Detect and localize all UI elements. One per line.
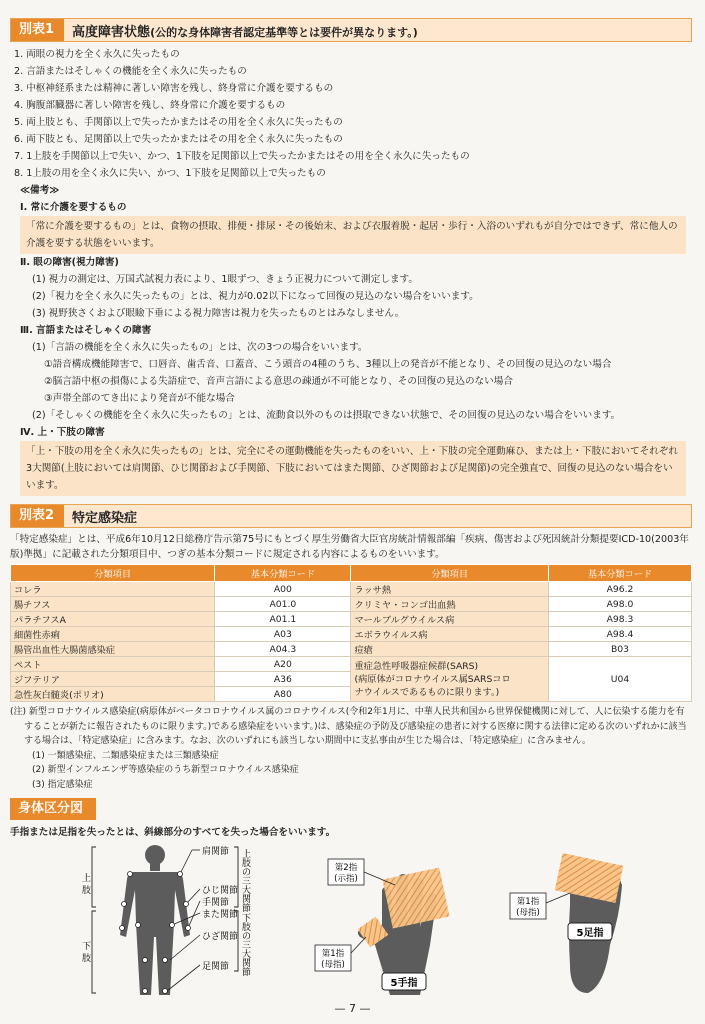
table-cell: 細菌性赤痢 (11, 627, 215, 642)
remarks-s1-text: 「常に介護を要するもの」とは、食物の摂取、排便・排尿・その後始末、および衣服着脱・起居・歩行・入浴のいずれもが自分ではできず、常に他人の介護を要する状態をいいます。 (20, 216, 686, 254)
vertical-char: 三 (242, 941, 252, 951)
table-row (11, 657, 692, 672)
appendix2-tag: 別表2 (11, 505, 64, 527)
table-cell: A01.1 (215, 612, 351, 627)
finger1-label-2: (母指) (321, 960, 345, 970)
table-row (11, 612, 692, 627)
page (10, 18, 692, 995)
list-item: 8. 1上肢の用を全く永久に失い、かつ、1下肢を足関節以上で失ったもの (14, 168, 326, 179)
sars-line: 重症急性呼吸器症候群(SARS) (354, 660, 479, 672)
human-body-figure (120, 845, 190, 995)
table-cell: A00 (215, 582, 351, 597)
table-cell: A36 (215, 672, 351, 687)
remarks-s3-case: ③声帯全部のてき出により発音が不能な場合 (44, 393, 235, 404)
table-cell-sars (351, 657, 548, 702)
table-cell: A98.0 (548, 597, 691, 612)
list-item: 5. 両上肢とも、手関節以上で失ったかまたはその用を全く永久に失ったもの (14, 117, 343, 128)
table-header: 分類項目 (351, 565, 548, 582)
list-item: 2. 言語またはそしゃくの機能を全く永久に失ったもの (14, 66, 247, 77)
table-cell: B03 (548, 642, 691, 657)
label-elbow: ひじ関節 (202, 886, 239, 896)
appendix1-list (10, 46, 692, 182)
table-cell: ペスト (11, 657, 215, 672)
remarks-s4-title: Ⅳ. 上・下肢の障害 (20, 427, 105, 438)
remarks-s1-title: Ⅰ. 常に介護を要するもの (20, 202, 127, 213)
table-cell: 痘瘡 (351, 642, 548, 657)
body-chart-header (10, 798, 96, 820)
remarks-s3-case: ②脳言語中枢の損傷による失語症で、音声言語による意思の疎通が不可能となり、その回復の見込のない場合 (44, 376, 513, 387)
vertical-char: 関 (242, 959, 252, 969)
foot-badge: 5足指 (576, 928, 604, 939)
table-cell: A96.2 (548, 582, 691, 597)
label-upper-limb-1: 上 (82, 874, 92, 884)
vertical-char: 下 (242, 914, 252, 924)
vertical-char: 大 (242, 950, 252, 960)
remarks-s2-title: Ⅱ. 眼の障害(視力障害) (20, 257, 119, 268)
body-chart (10, 845, 692, 995)
lower-three-text (242, 913, 251, 978)
vertical-char: 上 (242, 850, 252, 860)
table-row (11, 642, 692, 657)
hand-badge: 5手指 (390, 978, 418, 989)
finger1-label-1: 第1指 (321, 949, 345, 959)
table-header: 基本分類コード (215, 565, 351, 582)
label-lower-limb-1: 下 (82, 942, 92, 952)
finger2-label-2: (示指) (334, 874, 358, 884)
note-item: (1) 一類感染症、二類感染症または三類感染症 (32, 750, 219, 761)
list-item: 6. 両下肢とも、足関節以上で失ったかまたはその用を全く永久に失ったもの (14, 134, 343, 145)
remarks-label: ≪備考≫ (20, 185, 60, 196)
infection-code-table (10, 564, 692, 702)
table-row (11, 597, 692, 612)
upper-three-text (242, 848, 251, 914)
appendix1-tag: 別表1 (11, 19, 64, 41)
vertical-char: 関 (242, 895, 252, 905)
table-header: 基本分類コード (548, 565, 691, 582)
table-cell: エボラウイルス病 (351, 627, 548, 642)
body-chart-caption: 手指または足指を失ったとは、斜線部分のすべてを失った場合をいいます。 (10, 827, 336, 838)
vertical-char: 大 (242, 886, 252, 896)
table-cell: A03 (215, 627, 351, 642)
remarks-s3-item2: (2)「そしゃくの機能を全く永久に失ったもの」とは、流動食以外のものは摂取できない状態で、その回復の見込のない場合をいいます。 (32, 410, 621, 421)
sars-line: ナウイルスであるものに限ります。) (354, 686, 500, 698)
table-cell: パラチフスA (11, 612, 215, 627)
table-cell: ジフテリア (11, 672, 215, 687)
table-row (11, 582, 692, 597)
table-cell: U04 (548, 657, 691, 702)
remarks-s4-text: 「上・下肢の用を全く永久に失ったもの」とは、完全にその運動機能を失ったものをいい、上・下肢の完全運動麻ひ、または上・下肢においてそれぞれ3大関節(上肢においては肩関節、ひじ関節および手関節、下肢においてはまた関節、ひざ関節および足関節)の完全強直で、回復の見込のない場合をいいます。 (20, 441, 686, 496)
table-cell: ラッサ熱 (351, 582, 548, 597)
vertical-char: 肢 (242, 923, 252, 933)
vertical-char: 肢 (242, 859, 252, 869)
finger1-leader (351, 937, 366, 953)
label-hip: また関節 (202, 910, 239, 920)
table-cell: A04.3 (215, 642, 351, 657)
table-cell: 急性灰白髄炎(ポリオ) (11, 687, 215, 702)
appendix2-intro: 「特定感染症」とは、平成6年10月12日総務庁告示第75号にもとづく厚生労働省大臣官房統計情報部編「疾病、傷害および死因統計分類提要ICD-10(2003年版)準拠」に記載された分類項目中、つぎの基本分類コードに規定される内容によるものをいいます。 (10, 534, 689, 560)
remarks-s2-item: (1) 視力の測定は、万国式試視力表により、1眼ずつ、きょう正視力について測定します。 (32, 274, 418, 285)
table-header-row (11, 565, 692, 582)
appendix1-title-note: (公的な身体障害者認定基準等とは要件が異なります。) (150, 25, 418, 39)
appendix1-title: 高度障害状態(公的な身体障害者認定基準等とは要件が異なります。) (72, 24, 418, 40)
label-shoulder: 肩関節 (202, 847, 230, 857)
toe1-label-2: (母指) (516, 908, 540, 918)
finger2-label-1: 第2指 (334, 863, 358, 873)
remarks-s3-intro: (1)「言語の機能を全く永久に失ったもの」とは、次の3つの場合をいいます。 (32, 342, 368, 353)
body-chart-tag: 身体区分図 (10, 798, 91, 820)
table-cell: A01.0 (215, 597, 351, 612)
body-chart-figure (10, 845, 692, 995)
table-cell: A98.4 (548, 627, 691, 642)
table-cell: 腸チフス (11, 597, 215, 612)
remarks-s2-item: (3) 視野狭さくおよび眼瞼下垂による視力障害は視力を失ったものとはみなしません。 (32, 308, 405, 319)
appendix2-header (10, 504, 692, 528)
sars-line: (病原体がコロナウイルス属SARSコロ (354, 673, 511, 685)
table-cell: A80 (215, 687, 351, 702)
label-knee: ひざ関節 (202, 932, 239, 942)
table-cell: 腸管出血性大腸菌感染症 (11, 642, 215, 657)
toe1-label-1: 第1指 (516, 897, 540, 907)
remarks-s2-item: (2)「視力を全く永久に失ったもの」とは、視力が0.02以下になって回復の見込のない場合をいいます。 (32, 291, 479, 302)
vertical-char: 節 (242, 904, 252, 914)
table-cell: コレラ (11, 582, 215, 597)
vertical-char: 節 (242, 968, 252, 978)
page-number: — 7 — (334, 1002, 371, 1015)
note-item: (2) 新型インフルエンザ等感染症のうち新型コロナウイルス感染症 (32, 765, 299, 775)
table-cell: マールブルグウイルス病 (351, 612, 548, 627)
label-upper-limb-2: 肢 (82, 886, 92, 896)
vertical-char: の (242, 868, 252, 878)
appendix2-note: (注) 新型コロナウイルス感染症(病原体がベータコロナウイルス属のコロナウイルス(令和2年1月に、中華人民共和国から世界保健機関に対して、人に伝染する能力を有することが新たに報告されたものに限ります。)である感染症をいいます。)は、感染症の予防及び感染症の患者に対する医療に関する法律に定める次のいずれかに該当する場合は、「特定感染症」に含みます。なお、次のいずれにも該当しない期間中に支払事由が生じた場合は、「特定感染症」に含みません。 (10, 707, 687, 746)
note-item: (3) 指定感染症 (32, 779, 93, 790)
list-item: 1. 両眼の視力を全く永久に失ったもの (14, 49, 180, 60)
vertical-char: の (242, 932, 252, 942)
list-item: 4. 胸腹部臓器に著しい障害を残し、終身常に介護を要するもの (14, 100, 286, 111)
table-cell: A20 (215, 657, 351, 672)
label-wrist: 手関節 (202, 898, 230, 908)
table-cell: A98.3 (548, 612, 691, 627)
label-lower-limb-2: 肢 (82, 954, 92, 964)
table-header: 分類項目 (11, 565, 215, 582)
table-row (11, 627, 692, 642)
toe1-leader (546, 893, 570, 903)
label-ankle: 足関節 (202, 962, 230, 972)
table-cell: クリミヤ・コンゴ出血熱 (351, 597, 548, 612)
list-item: 7. 1上肢を手関節以上で失い、かつ、1下肢を足関節以上で失ったかまたはその用を全く永久に失ったもの (14, 151, 470, 162)
appendix2-title: 特定感染症 (72, 510, 138, 526)
remarks-s3-case: ①語音構成機能障害で、口唇音、歯舌音、口蓋音、こう頭音の4種のうち、3種以上の発音が不能となり、その回復の見込のない場合 (44, 359, 612, 370)
list-item: 3. 中枢神経系または精神に著しい障害を残し、終身常に介護を要するもの (14, 83, 334, 94)
vertical-char: 三 (242, 877, 252, 887)
appendix1-header (10, 18, 692, 42)
remarks-s3-title: Ⅲ. 言語またはそしゃくの障害 (20, 325, 152, 336)
